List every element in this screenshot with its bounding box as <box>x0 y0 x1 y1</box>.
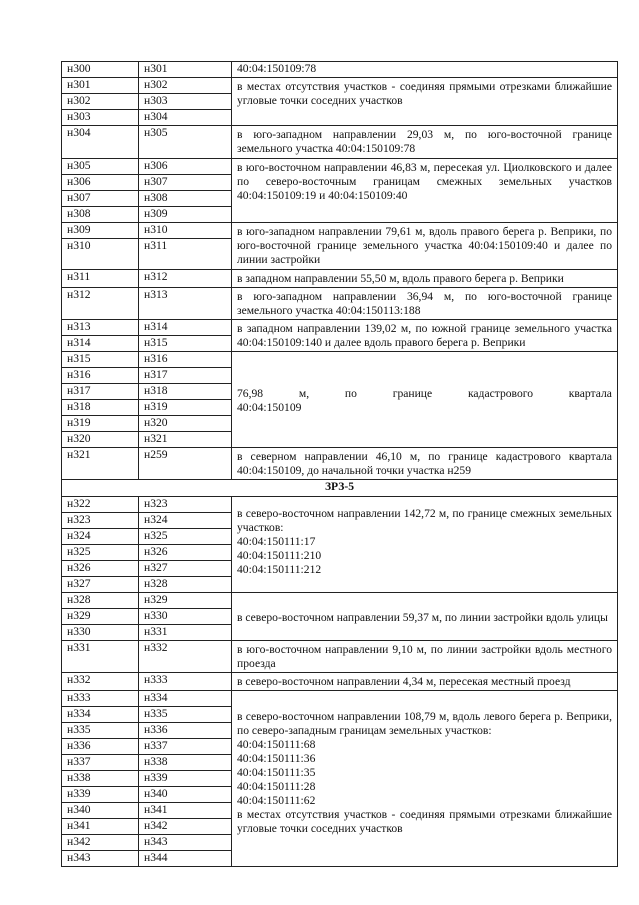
description-cell <box>232 497 618 593</box>
point-from: н323 <box>62 513 139 529</box>
cadastral-number: 40:04:150111:68 <box>237 738 316 751</box>
description-line <box>237 387 612 401</box>
point-to: н341 <box>139 803 232 819</box>
point-to: н315 <box>139 336 232 352</box>
description-cell: в западном направлении 139,02 м, по южной границе земельного участка 40:04:150109:140 и далее вдоль правого берега р. Веприки <box>232 320 618 352</box>
point-from: н335 <box>62 723 139 739</box>
point-to: н332 <box>139 641 232 673</box>
description-text: в местах отсутствия участков - соединяя прямыми отрезками ближайшие угловые точки соседних участков <box>237 808 612 835</box>
point-to: н329 <box>139 593 232 609</box>
word: по <box>344 386 357 400</box>
point-to: н308 <box>139 191 232 207</box>
point-to: н317 <box>139 368 232 384</box>
point-to: н334 <box>139 691 232 707</box>
word: м, <box>298 386 310 400</box>
point-from: н315 <box>62 352 139 368</box>
point-to: н314 <box>139 320 232 336</box>
point-from: н305 <box>62 159 139 175</box>
description-cell: в северо-восточном направлении 59,37 м, по линии застройки вдоль улицы <box>232 593 618 641</box>
point-to: н326 <box>139 545 232 561</box>
point-to: н333 <box>139 673 232 691</box>
table-row <box>62 270 618 288</box>
word: кадастрового <box>467 386 534 400</box>
point-to: н316 <box>139 352 232 368</box>
point-to: н319 <box>139 400 232 416</box>
table-row <box>62 288 618 320</box>
point-to: н330 <box>139 609 232 625</box>
point-to: н310 <box>139 223 232 239</box>
description-cell: в юго-восточном направлении 46,83 м, пересекая ул. Циолковского и далее по северо-восточным границам смежных земельных участков 40:04:150109:19 и 40:04:150109:40 <box>232 159 618 223</box>
point-to: н343 <box>139 835 232 851</box>
point-from: н332 <box>62 673 139 691</box>
description-cell: в северном направлении 46,10 м, по границе кадастрового квартала 40:04:150109, до начальной точки участка н259 <box>232 448 618 480</box>
description-cell: в местах отсутствия участков - соединяя прямыми отрезками ближайшие угловые точки соседних участков <box>232 78 618 126</box>
point-to: н321 <box>139 432 232 448</box>
point-from: н311 <box>62 270 139 288</box>
point-from: н329 <box>62 609 139 625</box>
cadastral-number: 40:04:150111:212 <box>237 563 322 576</box>
point-to: н301 <box>139 62 232 78</box>
point-from: н339 <box>62 787 139 803</box>
point-to: н309 <box>139 207 232 223</box>
table-row <box>62 593 618 609</box>
description-cell <box>232 691 618 867</box>
point-to: н305 <box>139 126 232 159</box>
point-from: н304 <box>62 126 139 159</box>
point-to: н306 <box>139 159 232 175</box>
document-page <box>61 61 617 867</box>
point-from: н341 <box>62 819 139 835</box>
point-from: н303 <box>62 110 139 126</box>
cadastral-number: 40:04:150109:78 <box>237 62 317 75</box>
section-row <box>62 480 618 497</box>
point-from: н301 <box>62 78 139 94</box>
description-cell: в юго-западном направлении 79,61 м, вдоль правого берега р. Веприки, по юго-восточной границе земельного участка 40:04:150109:40 и далее по линии застройки <box>232 223 618 270</box>
point-from: н316 <box>62 368 139 384</box>
point-from: н307 <box>62 191 139 207</box>
point-from: н309 <box>62 223 139 239</box>
point-from: н326 <box>62 561 139 577</box>
description-cell <box>232 352 618 448</box>
point-from: н308 <box>62 207 139 223</box>
point-from: н313 <box>62 320 139 336</box>
point-to: н342 <box>139 819 232 835</box>
point-from: н312 <box>62 288 139 320</box>
cadastral-number: 40:04:150111:35 <box>237 766 316 779</box>
table-row <box>62 126 618 159</box>
description-cell: в северо-восточном направлении 4,34 м, пересекая местный проезд <box>232 673 618 691</box>
point-from: н306 <box>62 175 139 191</box>
point-to: н318 <box>139 384 232 400</box>
point-from: н333 <box>62 691 139 707</box>
table-row <box>62 223 618 239</box>
point-from: н300 <box>62 62 139 78</box>
description-text: в северо-восточном направлении 142,72 м, по границе смежных земельных участков: <box>237 507 612 534</box>
point-to: н344 <box>139 851 232 867</box>
cadastral-number: 40:04:150111:28 <box>237 780 316 793</box>
cadastral-number: 40:04:150111:36 <box>237 752 316 765</box>
point-from: н317 <box>62 384 139 400</box>
point-to: н323 <box>139 497 232 513</box>
cadastral-number: 40:04:150111:17 <box>237 535 316 548</box>
point-from: н319 <box>62 416 139 432</box>
point-to: н324 <box>139 513 232 529</box>
word: 76,98 <box>237 386 264 400</box>
point-from: н314 <box>62 336 139 352</box>
cadastral-number: 40:04:150111:62 <box>237 794 316 807</box>
point-to: н338 <box>139 755 232 771</box>
description-cell: в юго-восточном направлении 9,10 м, по линии застройки вдоль местного проезда <box>232 641 618 673</box>
point-from: н318 <box>62 400 139 416</box>
table-row <box>62 448 618 480</box>
point-from: н321 <box>62 448 139 480</box>
point-to: н328 <box>139 577 232 593</box>
point-from: н336 <box>62 739 139 755</box>
description-cell: в юго-западном направлении 36,94 м, по юго-восточной границе земельного участка 40:04:150113:188 <box>232 288 618 320</box>
point-to: н311 <box>139 239 232 270</box>
point-from: н302 <box>62 94 139 110</box>
point-from: н340 <box>62 803 139 819</box>
point-from: н310 <box>62 239 139 270</box>
point-from: н325 <box>62 545 139 561</box>
point-to: н313 <box>139 288 232 320</box>
table-row <box>62 691 618 707</box>
point-to: н336 <box>139 723 232 739</box>
point-to: н303 <box>139 94 232 110</box>
point-to: н335 <box>139 707 232 723</box>
point-to: н259 <box>139 448 232 480</box>
point-to: н337 <box>139 739 232 755</box>
table-row <box>62 62 618 78</box>
table-row <box>62 641 618 673</box>
table-row <box>62 673 618 691</box>
boundary-table <box>61 61 618 867</box>
point-from: н322 <box>62 497 139 513</box>
cadastral-number: 40:04:150109 <box>237 400 302 414</box>
point-to: н339 <box>139 771 232 787</box>
point-from: н338 <box>62 771 139 787</box>
table-row <box>62 78 618 94</box>
table-row <box>62 320 618 336</box>
point-to: н340 <box>139 787 232 803</box>
cadastral-number: 40:04:150111:210 <box>237 549 322 562</box>
description-text: в северо-восточном направлении 108,79 м, вдоль левого берега р. Веприки, по северо-западным границам земельных участков: <box>237 710 612 737</box>
point-from: н342 <box>62 835 139 851</box>
point-to: н302 <box>139 78 232 94</box>
description-cell: в западном направлении 55,50 м, вдоль правого берега р. Веприки <box>232 270 618 288</box>
description-cell: в юго-западном направлении 29,03 м, по юго-восточной границе земельного участка 40:04:150109:78 <box>232 126 618 159</box>
point-from: н320 <box>62 432 139 448</box>
point-to: н304 <box>139 110 232 126</box>
table-row <box>62 159 618 175</box>
point-from: н327 <box>62 577 139 593</box>
point-from: н331 <box>62 641 139 673</box>
point-from: н334 <box>62 707 139 723</box>
description-cell <box>232 62 618 78</box>
point-from: н328 <box>62 593 139 609</box>
table-row <box>62 352 618 368</box>
point-to: н325 <box>139 529 232 545</box>
point-from: н330 <box>62 625 139 641</box>
point-to: н327 <box>139 561 232 577</box>
point-from: н343 <box>62 851 139 867</box>
point-to: н307 <box>139 175 232 191</box>
point-to: н331 <box>139 625 232 641</box>
table-row <box>62 497 618 513</box>
point-to: н320 <box>139 416 232 432</box>
point-to: н312 <box>139 270 232 288</box>
word: границе <box>392 386 433 400</box>
section-title: ЗРЗ-5 <box>62 480 618 497</box>
point-from: н324 <box>62 529 139 545</box>
word: квартала <box>568 386 612 400</box>
point-from: н337 <box>62 755 139 771</box>
